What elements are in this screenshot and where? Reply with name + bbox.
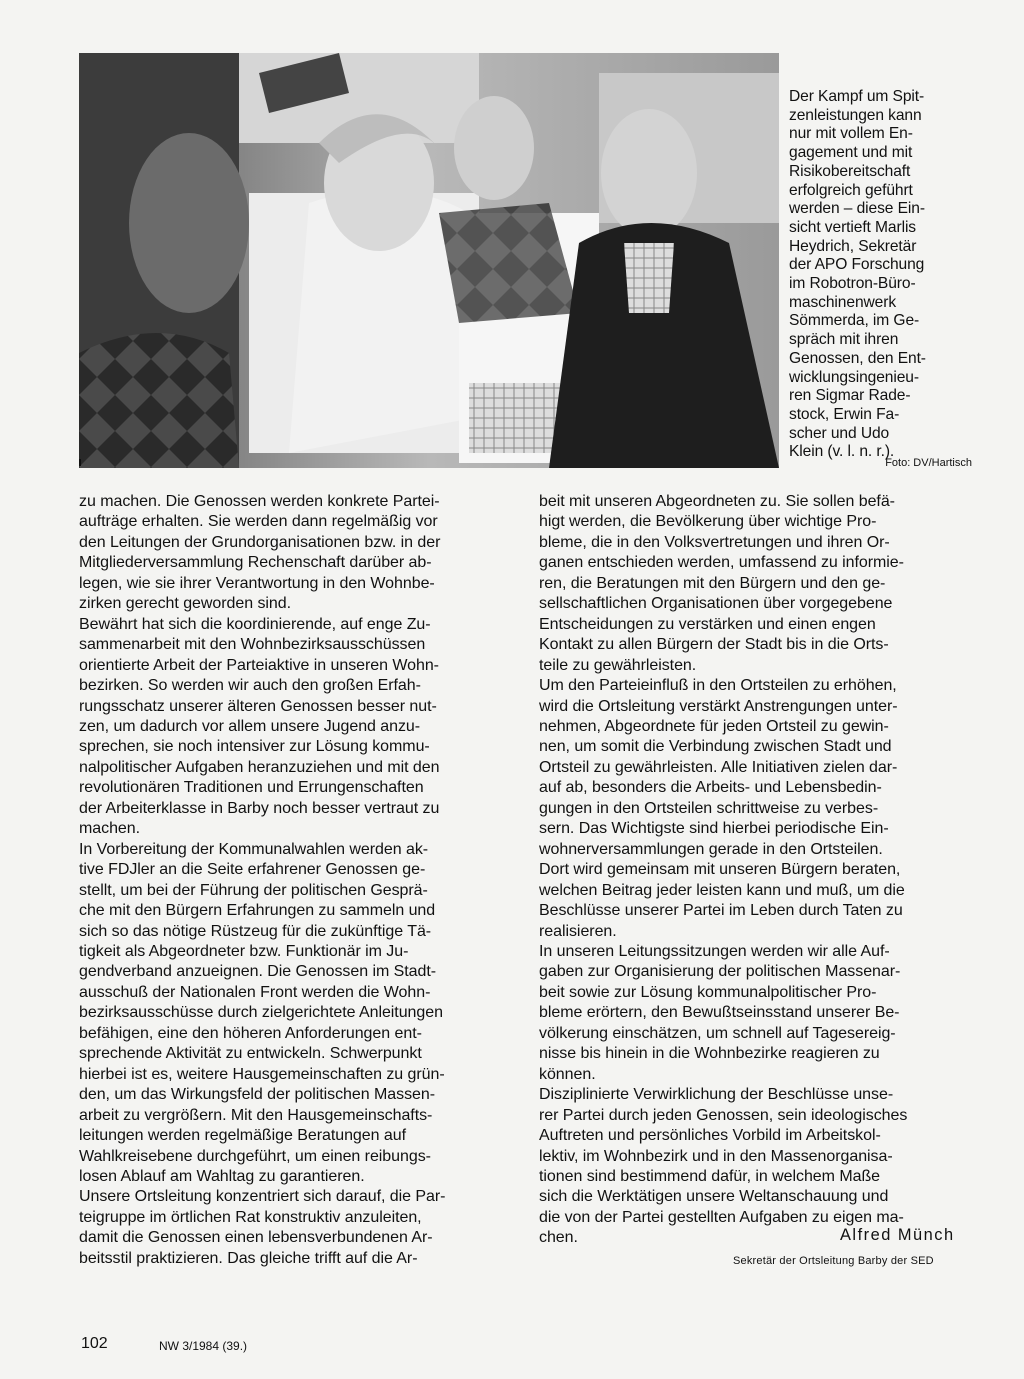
text-line: damit die Genossen einen lebensverbundenen Ar- (79, 1229, 433, 1247)
caption-line: werden – diese Ein- (789, 200, 925, 218)
text-line: der Arbeiterklasse in Barby noch besser vertraut zu (79, 799, 440, 817)
caption-line: Der Kampf um Spit- (789, 88, 925, 105)
text-line: nehmen, Abgeordnete für jeden Ortsteil zu gewin- (539, 717, 889, 735)
caption-line: maschinenwerk (789, 293, 897, 311)
text-line: Dort wird gemeinsam mit unseren Bürgern beraten, (539, 861, 901, 879)
text-line: welchen Beitrag jeder leisten kann und muß, um die (539, 881, 905, 899)
text-line: sellschaftlichen Organisationen über vorgegebene (539, 595, 893, 613)
text-line: ren, die Beratungen mit den Bürgern und den ge- (539, 574, 886, 592)
text-line: rer Partei durch jeden Genossen, sein ideologisches (539, 1106, 908, 1124)
text-line: Um den Parteieinfluß in den Ortsteilen zu erhöhen, (539, 677, 897, 695)
text-line: gendverband anzueignen. Die Genossen im Stadt- (79, 963, 437, 981)
issue-reference: NW 3/1984 (39.) (159, 1339, 248, 1353)
text-line: können. (539, 1065, 596, 1083)
print-mark (79, 459, 81, 466)
text-line: befähigen, eine den höheren Anforderungen ent- (79, 1024, 422, 1042)
text-line: realisieren. (539, 922, 617, 940)
caption-line: erfolgreich geführt (789, 181, 913, 199)
text-line: Ortsteil zu gewährleisten. Alle Initiativen zielen dar- (539, 758, 898, 776)
text-line: sern. Das Wichtigste sind hierbei periodische Ein- (539, 820, 889, 838)
text-line: Unsere Ortsleitung konzentriert sich darauf, die Par- (79, 1188, 446, 1206)
text-line: den Leitungen der Grundorganisationen bzw. in der (79, 533, 441, 551)
text-line: zen, um dadurch vor allem unsere Jugend anzu- (79, 717, 421, 735)
text-line: den, um das Wirkungsfeld der politischen Massen- (79, 1086, 435, 1104)
text-line: losen Ablauf am Wahltag zu garantieren. (79, 1167, 365, 1185)
text-line: hierbei ist es, weitere Hausgemeinschaften zu grün- (79, 1065, 445, 1083)
caption-line: scher und Udo (789, 424, 890, 442)
text-line: rungsschatz unserer älteren Genossen besser nut- (79, 697, 437, 715)
text-line: Mitgliederversammlung Rechenschaft darüber ab- (79, 554, 432, 572)
text-line: Auftreten und persönliches Vorbild im Arbeitskol- (539, 1127, 881, 1145)
text-line: In Vorbereitung der Kommunalwahlen werden ak- (79, 840, 429, 858)
left-column (79, 492, 519, 1269)
page-number: 102 (81, 1335, 108, 1352)
text-line: sprechen, sie noch intensiver zur Lösung kommu- (79, 738, 430, 756)
author-name: Alfred Münch (840, 1226, 955, 1244)
text-line: ganen entschieden werden, umfassend zu informie- (539, 554, 904, 572)
text-line: teigruppe im örtlichen Rat konstruktiv anzuleiten, (79, 1208, 422, 1226)
text-line: zirken gerecht geworden sind. (79, 595, 292, 613)
text-line: nalpolitischer Aufgaben heranzuziehen und mit den (79, 758, 440, 776)
text-line: nisse bis hinein in die Wohnbezirke reagieren zu (539, 1045, 880, 1063)
right-column (539, 492, 979, 1249)
text-line: aufträge erhalten. Sie werden dann regelmäßig vor (79, 513, 438, 531)
text-line: revolutionären Traditionen und Errungenschaften (79, 779, 424, 797)
text-line: sich so das nötige Rüstzeug für die zukünftige Tä- (79, 922, 432, 940)
article-photo (79, 53, 779, 468)
caption-line: Risikobereitschaft (789, 162, 911, 180)
text-line: bleme erörtern, den Bewußtseinsstand unserer Be- (539, 1004, 900, 1022)
text-line: orientierte Arbeit der Parteiaktive in unseren Wohn- (79, 656, 439, 674)
author-title: Sekretär der Ortsleitung Barby der SED (733, 1255, 934, 1267)
text-line: gungen in den Ortsteilen schrittweise zu verbes- (539, 799, 879, 817)
caption-line: Heydrich, Sekretär (789, 237, 917, 255)
text-line: wird die Ortsleitung verstärkt Anstrengungen unter- (539, 697, 898, 715)
text-line: bleme, die in den Volksvertretungen und ihren Or- (539, 533, 890, 551)
caption-line: ren Sigmar Rade- (789, 387, 911, 405)
caption-line: der APO Forschung (789, 256, 925, 274)
text-line: Bewährt hat sich die koordinierende, auf enge Zu- (79, 615, 431, 633)
text-line: völkerung einschätzen, um schnell auf Tagesereig- (539, 1024, 896, 1042)
text-line: bezirken. So werden wir auch den großen Erfah- (79, 677, 421, 695)
caption-line: wicklungsingenieu- (789, 368, 919, 386)
text-line: Beschlüsse unserer Partei im Leben durch Taten zu (539, 902, 903, 920)
text-line: tionen sind bestimmend dafür, in welchem Maße (539, 1167, 881, 1185)
text-line: beit sowie zur Lösung kommunalpolitischer Pro- (539, 983, 877, 1001)
text-line: lektiv, im Wohnbezirk und in den Massenorganisa- (539, 1147, 893, 1165)
text-line: beit mit unseren Abgeordneten zu. Sie sollen befä- (539, 493, 895, 510)
text-line: ausschuß der Nationalen Front werden die Wohn- (79, 983, 431, 1001)
text-line: sich die Werktätigen unsere Weltanschauung und (539, 1188, 889, 1206)
caption-line: nur mit vollem En- (789, 125, 913, 143)
text-line: leitungen werden regelmäßige Beratungen auf (79, 1127, 406, 1145)
text-line: beitsstil praktizieren. Das gleiche trifft auf die Ar- (79, 1249, 418, 1267)
text-line: chen. (539, 1229, 578, 1247)
text-line: Kontakt zu allen Bürgern der Stadt bis in die Orts- (539, 636, 889, 654)
photo-icon (79, 53, 779, 468)
text-line: sprechende Aktivität zu entwickeln. Schwerpunkt (79, 1045, 422, 1063)
text-line: sammenarbeit mit den Wohnbezirksausschüssen (79, 636, 426, 654)
text-line: tive FDJler an die Seite erfahrener Genossen ge- (79, 861, 426, 879)
text-line: Wahlkreisebene durchgeführt, um einen reibungs- (79, 1147, 431, 1165)
photo-caption (789, 88, 979, 462)
text-line: stellt, um bei der Führung der politischen Gesprä- (79, 881, 428, 899)
text-line: In unseren Leitungssitzungen werden wir alle Auf- (539, 942, 890, 960)
text-line: arbeit zu vergrößern. Mit den Hausgemeinschafts- (79, 1106, 433, 1124)
text-line: teile zu gewährleisten. (539, 656, 697, 674)
text-line: bezirksausschüsse durch zielgerichtete Anleitungen (79, 1004, 443, 1022)
text-line: zu machen. Die Genossen werden konkrete Partei- (79, 493, 440, 510)
photo-credit: Foto: DV/Hartisch (885, 457, 972, 469)
text-line: che mit den Bürgern Erfahrungen zu sammeln und (79, 902, 436, 920)
caption-line: gagement und mit (789, 144, 913, 162)
text-line: tigkeit als Abgeordneter bzw. Funktionär im Ju- (79, 942, 409, 960)
caption-line: spräch mit ihren (789, 331, 899, 349)
caption-line: Genossen, den Ent- (789, 349, 926, 367)
caption-line: sicht vertieft Marlis (789, 218, 917, 236)
caption-line: zenleistungen kann (789, 106, 922, 124)
text-line: legen, wie sie ihrer Verantwortung in den Wohnbe- (79, 574, 435, 592)
caption-line: Klein (v. l. n. r.). (789, 443, 895, 461)
text-line: die von der Partei gestellten Aufgaben zu eigen ma- (539, 1208, 904, 1226)
text-line: machen. (79, 820, 141, 838)
text-line: Disziplinierte Verwirklichung der Beschlüsse unse- (539, 1086, 894, 1104)
text-line: wohnerversammlungen gerade in den Ortsteilen. (539, 840, 883, 858)
caption-line: Sömmerda, im Ge- (789, 312, 920, 330)
text-line: nen, um somit die Verbindung zwischen Stadt und (539, 738, 892, 756)
text-line: auf ab, besonders die Arbeits- und Lebensbedin- (539, 779, 882, 797)
caption-line: im Robotron-Büro- (789, 275, 916, 293)
text-line: gaben zur Organisierung der politischen Massenar- (539, 963, 901, 981)
caption-line: stock, Erwin Fa- (789, 405, 900, 423)
text-line: Entscheidungen zu verstärken und einen engen (539, 615, 876, 633)
text-line: higt werden, die Bevölkerung über wichtige Pro- (539, 513, 877, 531)
